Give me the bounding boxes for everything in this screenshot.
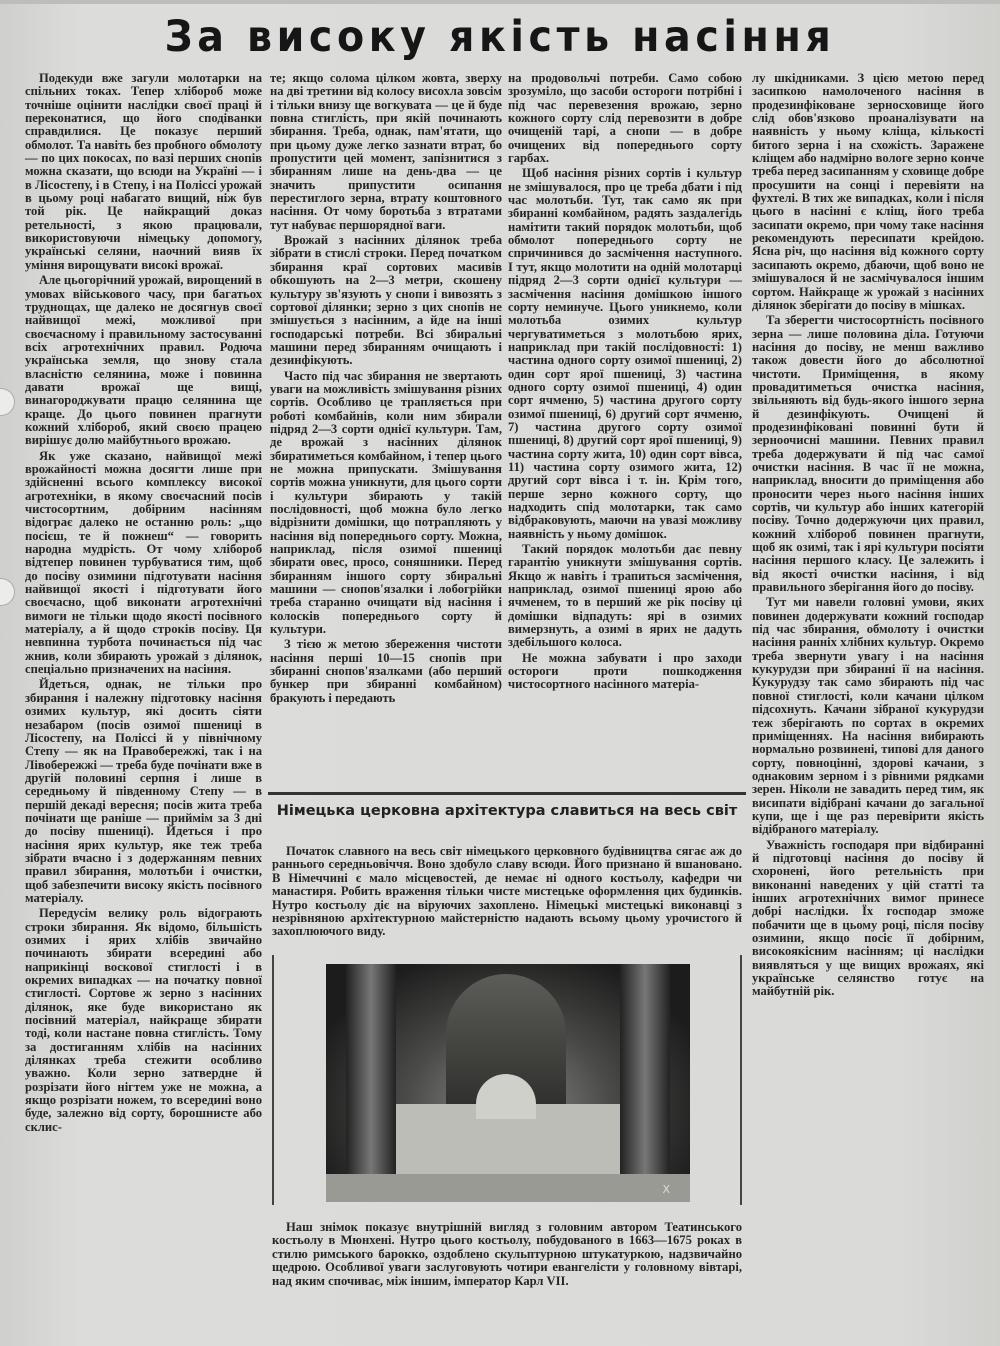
frame-rule-right bbox=[740, 955, 742, 1205]
paragraph: Та зберегти чистосортність посівного зерна — лише половина діла. Готуючи насіння до посіву, не менш важливо також довести його до абсолютної чистоти. Приміщення, в якому провадитиметься очистка насіння, звільняють від будь-якого іншого зерна й дезинфікують. Очищені й продезинфіковані повинні бути й зерноочисні машини. Певних правил треба додержувати й під час самої очистки насіння. В час її не можна, наприклад, вносити до приміщення або проносити через нього насіння інших сортів, чи культур або інших категорій посіву. Точно додержуючи цих правил, кожний хлібороб повинен прагнути, щоб як озимі, так і ярі культури посіяти насіння першого класу. Це залежить і від якості очистки насіння, і від правильного зберігання його до посіву. bbox=[752, 313, 984, 595]
photo-pillar bbox=[620, 964, 670, 1202]
paragraph: на продовольчі потреби. Само собою зрозуміло, що засоби остороги потрібні і під час перевезення врожаю, зерно кожного сорту слід перевозити в добре очищеній тарі, а снопи — в добре очищених від попереднього сорту гарбах. bbox=[508, 71, 742, 166]
paragraph: Такий порядок молотьби дає певну гарантію уникнути змішування сортів. Якщо ж навіть і трапиться засмічення, наприклад, озимої пшениці ярою або ячменем, то в перший же рік посіву ці домішки відпадуть: ярі в озимих вимерзнуть, а озимі в ярих не дадуть здебільшого колоса. bbox=[508, 542, 742, 650]
paragraph: Уважність господаря при відбиранні й підготовці насіння до посіву й схоронені, його ретельність при виконанні наведених у цій статті та інших агротехнічних вимог принесе добрі наслідки. Їх господар зможе побачити ще в цьому році, після посіву озимини, якщо посіє її добірним, високоякісним насінням; ці наслідки виявляться у ще вищих врожаях, які українське селянство готує на майбутній рік. bbox=[752, 837, 984, 999]
headline: За високу якість насіння bbox=[164, 12, 836, 62]
paragraph: З тією ж метою збереження чистоти насіння перші 10—15 снопів при збиранні снопов'язалками (або перший бункер при збиранні комбайном) бракують і передають bbox=[270, 637, 502, 705]
frame-rule-left bbox=[272, 955, 274, 1205]
paragraph: лу шкідниками. З цією метою перед засипкою намолоченого насіння в продезинфіковане зерносховище його слід обов'язково проаналізувати на наявність у ньому кліща, кількості битого зерна і на схожість. Заражене кліщем або надмірно вологе зерно конче треба перед засипанням у сховище добре просушити на сонці і перевіяти на фухтелі. В тих же випадках, коли і після цього в насінні є кліщ, його треба засипати окремо, при чому таке насіння рекомендують пересипати крейдою. Ясна річ, що насіння від кожного сорту засипають окремо, дбаючи, щоб воно не змішувалося й не засмічувалося іншим сортом. Найкраще ж урожай з насінних ділянок зберігати до посіву в мішках. bbox=[752, 71, 984, 312]
paragraph: Тут ми навели головні умови, яких повинен додержувати кожний господар під час збирання, обмолоту і очистки насіння ранніх хлібних культур. Окремо треба звернути увагу і на насіння кукурудзи при збиранні її на насіння. Кукурудзу так само збирають під час повної стиглості, коли качани цілком підсохнуть. Качани зібраної кукурудзи теж зберігають по сортах в окремих приміщеннях. На насіння вибирають нормально розвинені, типові для даного сорту, повноцінні, здорові качани, з однаковим зерном і з рівними рядками зерен. Ніколи не завадить перед тим, як висипати відібрані качани до загальної купи, ще і ще раз перевірити якість відібраного матеріалу. bbox=[752, 595, 984, 837]
paragraph: Передусім велику роль відограють строки збирання. Як відомо, більшість озимих і ярих хлібів звичайно починають збирати всередині або наприкінці воскової стиглості і в окремих випадках — на початку повної стиглості. Сортове ж зерно з насінних ділянок, яке буде використано як посівний матеріал, найкраще збирати тоді, коли настане повна стиглість. Тому за достиганням хлібів на насінних ділянках треба стежити особливо уважно. Коли зерно затвердне й розрізати його нігтем уже не можна, а якщо розрізати ножем, то всередині воно буде, залежно від сорту, борошнисте або склис- bbox=[25, 906, 262, 1134]
top-rule bbox=[0, 0, 1000, 4]
paragraph: те; якщо солома цілком жовта, зверху на дві третини від колосу висохла зовсім і тільки внизу ще вогкувата — це й буде повна стиглість, при якій починають збирання. Треба, однак, пам'ятати, що при цьому дуже легко зазнати втрат, бо пропустити цей момент, запізнитися з збиранням лише на день-два — це значить припустити осипання перестиглого зерна, втрату коштовного насіння. От чому боротьба з втратами тут набуває першорядної ваги. bbox=[270, 71, 502, 232]
paragraph: Щоб насіння різних сортів і культур не змішувалося, про це треба дбати і під час молотьби. Тут, так само як при збиранні комбайном, радять заздалегідь намітити такий порядок молотьби, щоб обмолот попереднього сорту не спричинився до засмічення наступного. І тут, якщо молотити на одній молотарці підряд 2—3 сорти однієї культури — засмічення насіння домішкою іншого сорту неминуче. Цього уникнемо, коли молотьба озимих культур чергуватиметься з молотьбою ярих, наприклад при такій послідовності: 1) частина одного сорту озимої пшениці, 2) один сорт ярої пшениці, 3) частина одного сорту озимої пшениці, 4) один сорт ячменю, 5) частина другого сорту озимої пшениці, 6) другий сорт ячменю, 7) частина другого сорту озимої пшениці, 8) другий сорт ярої пшениці, 9) частина сорту жита, 10) один сорт вівса, 11) частина сорту озимого жита, 12) другий сорт вівса і т. ін. Крім того, перше зерно кожного сорту, що надходить спід молотарки, так само відбраковують, маючи на увазі можливу наявність у ньому домішок. bbox=[508, 166, 742, 541]
paragraph: Не можна забувати і про заходи остороги проти пошкодження чистосортного насінного матеріа- bbox=[508, 650, 742, 692]
paragraph: Подекуди вже загули молотарки на спільних токах. Тепер хлібороб може точніше оцінити наслідки своєї праці й переконатися, що його сподіванки справдилися. Це показує перший обмолот. Та навіть без пробного обмолоту — по цих покосах, по вазі перших снопів можна сказати, що всюди на Україні — і в Лісостепу, і в Степу, і на Поліссі урожай в цьому році набагато вищий, ніж був той рік. Це найкращий доказ ретельності, з якою працювали, використовуючи німецьку допомогу, українські селяни, наочний вияв їх уміння вирощувати високі врожаї. bbox=[25, 71, 262, 272]
sidebar-article-body: Початок славного на весь світ німецького церковного будівництва сягає аж до раннього середньовіччя. Воно здобуло славу всюди. Його признано й вшановано. В Німеччині є мало місцевостей, де немає ні одного костьолу, кафедри чи манастиря. Робить враження тільки чисте мистецьке оформлення цих будинків. Нутро костьолу діє на віруючих захоплено. Німецькі мистецькі виконавці з незрівняною архітектурною майстерністю надають всьому цьому урочистого й захоплюючого виду. bbox=[272, 844, 742, 939]
section-divider bbox=[268, 792, 746, 795]
photo-floor bbox=[326, 1174, 690, 1202]
photo-mark: X bbox=[662, 1183, 670, 1196]
paragraph: Часто під час збирання не звертають уваги на можливість змішування різних сортів. Особливо це трапляється при роботі комбайнів, коли ним збирали підряд 2—3 сорти однієї культури. Там, де врожай з насінних ділянок збиратиметься комбайном, і тепер цього не можна припускати. Змішування сортів можна уникнути, для цього сорти і культури збирають у такій послідовності, щоб можна було легко відрізнити домішки, що потрапляють у насіння від попереднього сорту. Можна, наприклад, після озимої пшениці збирати овес, просо, соняшники. Перед збиранням іншого сорту збиральні машини — снопов'язалки і лобогрійки треба старанно очищати від насіння і колосків попереднього сорту й культури. bbox=[270, 368, 502, 637]
paragraph: Але цьогорічний урожай, вирощений в умовах військового часу, при багатьох труднощах, ще далеко не досягнув своєї найвищої межі, можливої при своєчасному і правильному застосуванні всіх агротехнічних правил. Родюча українська земля, що знову стала власністю селянина, може і повинна давати врожаї ще вищі, винагороджувати працю селянина ще краще. До цього повинен прагнути кожний хлібороб, який своєю працею вирішує долю майбутнього врожаю. bbox=[25, 273, 262, 448]
photo-caption: Наш знімок показує внутрішній вигляд з головним автором Театинського костьолу в Мюнхені. Нутро цього костьолу, побудованого в 1663—1675 роках в стилю римського барокко, оздоблено скульптурною штукатуркою, надзвичайно щедрою. Особливої уваги заслуговують чотири евангелісти у головному вівтарі, над яким спочиває, між іншим, імператор Карл VII. bbox=[272, 1220, 742, 1288]
column-2 bbox=[270, 72, 502, 707]
column-3 bbox=[508, 72, 742, 694]
paragraph: Як уже сказано, найвищої межі врожайності можна досягти лише при здійсненні всього комплексу високої агротехніки, в якому своєчасний посів чистосортним, добірним насінням відограє далеко не останню роль: „що посієш, те й пожнеш“ — говорить народна мудрість. От чому хлібороб відтепер повинен турбуватися тим, щоб до посіву озимини підготувати насіння найвищої якості і підготувати його своєчасно, щоб виконати агротехнічні вимоги не тільки щодо якості посівного матеріалу, а й щодо строків посіву. Ця невпинна турбота починається під час жнив, коли збирають урожай з ділянок, спеціально призначених на насіння. bbox=[25, 448, 262, 677]
paragraph: Йдеться, однак, не тільки про збирання і належну підготовку насіння озимих культур, які досить сіяти незабаром (посів озимої пшениці в Лісостепу, на Поліссі й у північному Степу — як на Правобережжі, так і на Лівобережжі — треба буде почінати вже в другій половині серпня і лише в середньому й південному Степу — в першій декаді вересня; посів жита треба почінати ще раніше — приймім за 3 дні до посіву пшениці). Йдеться і про насіння ярих культур, яке теж треба зібрати вчасно і з додержанням певних правил збирання, молотьби і очистки, щоб забезпечити високу якість посівного матеріалу. bbox=[25, 677, 262, 905]
column-4 bbox=[752, 72, 984, 1001]
church-interior-photo bbox=[326, 964, 690, 1202]
punch-hole bbox=[0, 388, 15, 416]
sidebar-article-title: Німецька церковна архітектура славиться на весь світ bbox=[276, 803, 738, 819]
column-1 bbox=[25, 72, 262, 1136]
paragraph: Врожай з насінних ділянок треба зібрати в стислі строки. Перед початком збирання краї сортових масивів обкошують на 2—3 метри, скошену культуру зв'язують у снопи і вивозять з сортової ділянки; зерно з цих снопів не змішується з насінним, а йде на інші господарські потреби. Всі збиральні машини перед збиранням очищають і дезинфікують. bbox=[270, 233, 502, 368]
photo-pillar bbox=[346, 964, 396, 1202]
punch-hole bbox=[0, 578, 15, 606]
